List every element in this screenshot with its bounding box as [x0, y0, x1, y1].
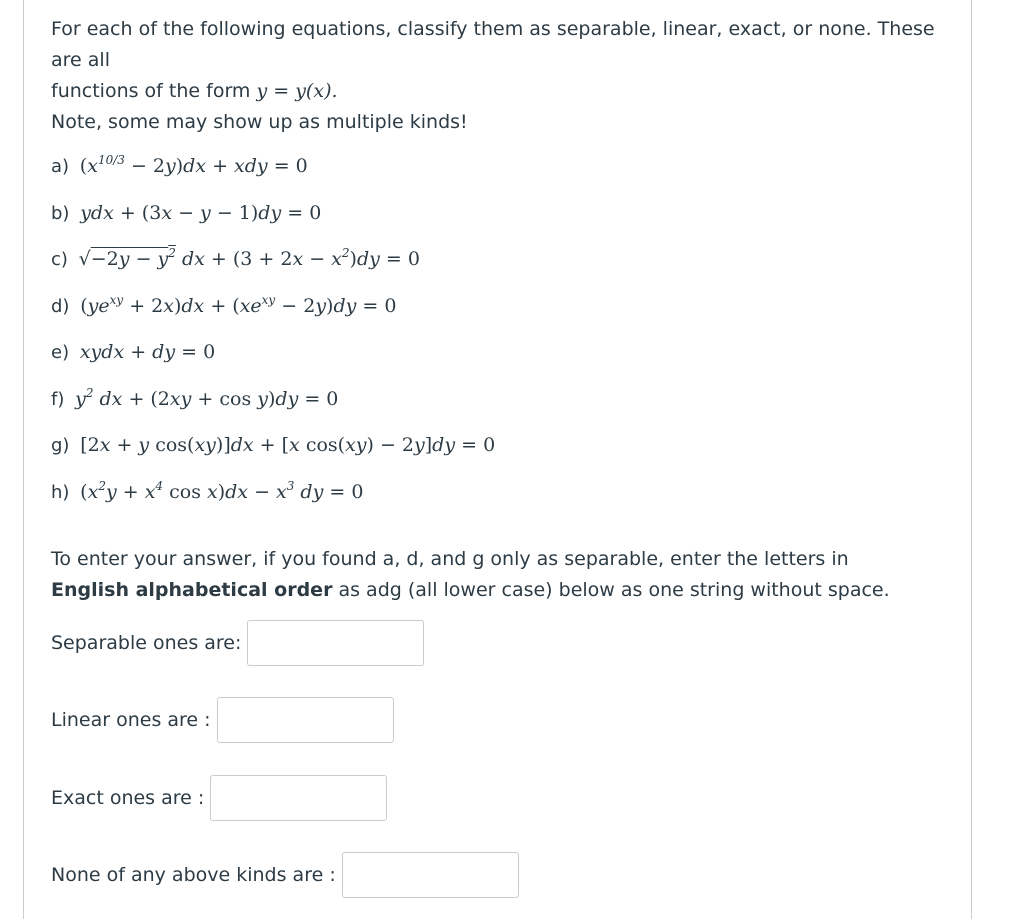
separable-input[interactable] — [247, 620, 424, 666]
equation-label: h) — [51, 481, 70, 503]
equation-math: xydx + dy = 0 — [79, 341, 216, 363]
equation-a — [51, 146, 951, 193]
equation-math: $y^2$ dx + (2xy + cos y)dy = 0 — [75, 385, 339, 410]
exact-answer-row — [51, 775, 387, 821]
instructions-text-1: To enter your answer, if you found a, d, and g only as separable, enter the letters in — [51, 548, 849, 570]
equation-label: f) — [51, 388, 65, 410]
equation-label: e) — [51, 342, 70, 363]
equation-d — [51, 286, 951, 333]
equation-label: c) — [51, 249, 68, 270]
exact-input[interactable] — [210, 775, 387, 821]
equation-math: ydx + (3x − y − 1)dy = 0 — [80, 201, 322, 224]
equation-label: a) — [51, 156, 70, 177]
equation-list — [51, 146, 951, 518]
separable-answer-row — [51, 620, 424, 666]
none-input[interactable] — [342, 852, 519, 898]
equation-label: g) — [51, 435, 70, 456]
equation-label: b) — [51, 202, 70, 224]
linear-input[interactable] — [217, 697, 394, 743]
linear-answer-row — [51, 697, 394, 743]
note-text: Note, some may show up as multiple kinds! — [51, 111, 468, 133]
none-label: None of any above kinds are : — [51, 864, 336, 886]
equation-math: $(ye^{xy} + 2x)dx + (xe^{xy} - 2y)dy = 0$ — [80, 292, 397, 317]
instructions-text-2: as adg (all lower case) below as one string without space. — [332, 579, 890, 601]
equation-f — [51, 379, 951, 426]
exact-label: Exact ones are : — [51, 787, 205, 809]
separable-label: Separable ones are: — [51, 632, 242, 654]
equation-math: ($x^2y + x^4$ $\cos x)dx - x^3$ dy = 0 — [80, 478, 364, 503]
equation-math: $(x^{10/3} - 2y)dx$ + xdy = 0 — [79, 153, 308, 177]
answer-instructions — [51, 544, 931, 606]
question-content — [51, 14, 951, 886]
none-answer-row — [51, 852, 519, 898]
question-panel — [23, 0, 972, 919]
linear-label: Linear ones are : — [51, 709, 211, 731]
equation-g — [51, 425, 951, 472]
equation-h — [51, 472, 951, 519]
equation-label: d) — [51, 295, 70, 317]
instructions-bold: English alphabetical order — [51, 579, 333, 601]
equation-e — [51, 332, 951, 379]
form-math: y = y(x). — [256, 80, 338, 102]
equation-math: $√-2y - y^2$ dx + $(3 + 2x - x^2)dy = 0$ — [78, 246, 420, 270]
equation-b — [51, 193, 951, 240]
intro-text-2: functions of the form — [51, 80, 257, 102]
intro-text-1: For each of the following equations, classify them as separable, linear, exact, or none. These are all — [51, 18, 935, 71]
equation-math: [2x + y cos(xy)]dx + [x cos(xy) − 2y]dy = 0 — [80, 434, 496, 456]
equation-c — [51, 239, 951, 286]
question-intro — [51, 14, 951, 138]
